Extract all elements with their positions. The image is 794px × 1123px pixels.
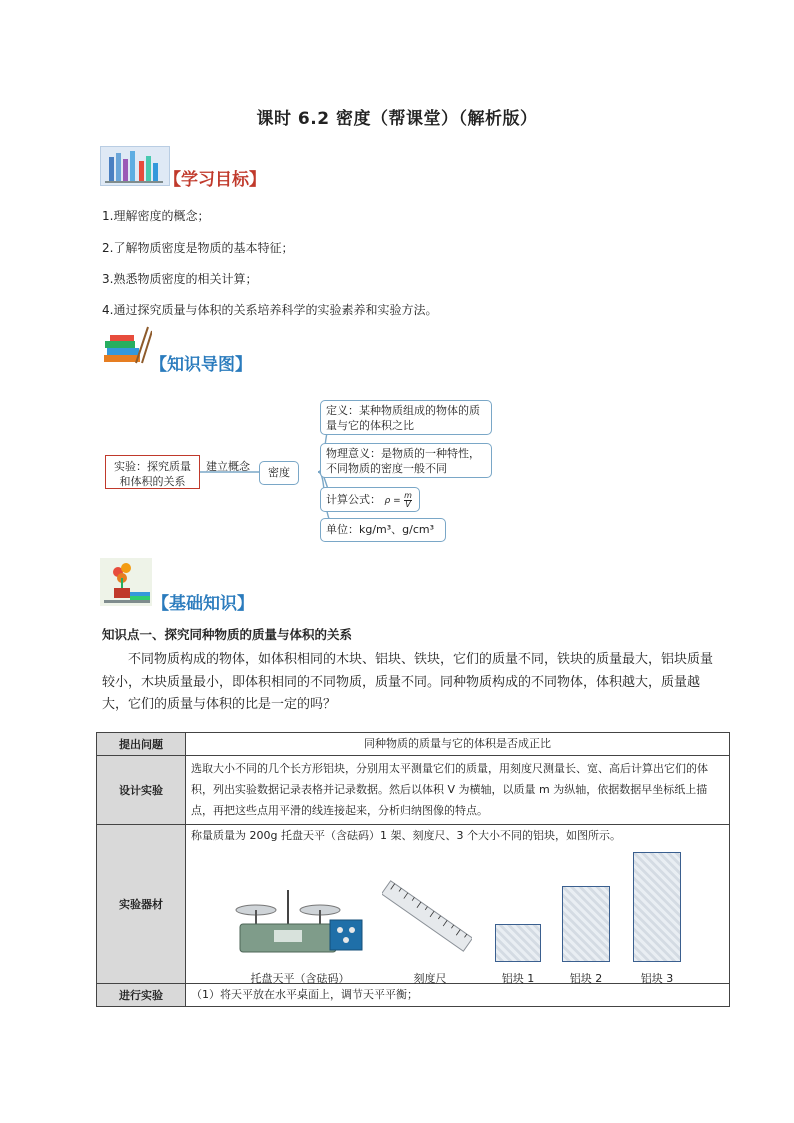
caption-block-3: 铝块 3 xyxy=(640,972,674,985)
row-label: 进行实验 xyxy=(97,984,186,1007)
aluminum-block-1 xyxy=(495,924,541,962)
mindmap-root-node: 实验：探究质量和体积的关系 xyxy=(105,455,200,489)
mindmap-branch-formula xyxy=(320,487,420,512)
table-row xyxy=(97,733,730,756)
formula-label: 计算公式： xyxy=(326,493,381,506)
table-row xyxy=(97,984,730,1007)
balance-scale-illustration xyxy=(234,880,364,960)
flower-pot-icon xyxy=(100,558,152,606)
knowledge-point-title: 知识点一、探究同种物质的质量与体积的关系 xyxy=(102,627,353,642)
section-heading-basics: 【基础知识】 xyxy=(152,594,254,614)
row-label: 设计实验 xyxy=(97,756,186,825)
mindmap-branch-meaning: 物理意义：是物质的一种特性，不同物质的密度一般不同 xyxy=(320,443,492,478)
page-title: 课时 6.2 密度（帮课堂）（解析版） xyxy=(256,109,538,129)
caption-ruler: 刻度尺 xyxy=(413,972,447,985)
row-content: 同种物质的质量与它的体积是否成正比 xyxy=(186,733,730,756)
objective-item: 2.了解物质密度是物质的基本特征； xyxy=(102,241,294,255)
table-row xyxy=(97,756,730,825)
caption-block-2: 铝块 2 xyxy=(569,972,603,985)
ladder-books-icon xyxy=(102,325,152,365)
aluminum-block-3 xyxy=(633,852,681,962)
aluminum-block-2 xyxy=(562,886,610,962)
intro-paragraph: 不同物质构成的物体，如体积相同的木块、铝块、铁块，它们的质量不同，铁块的质量最大，铝块质量较小，木块质量最小，即体积相同的不同物质，质量不同。同种物质构成的不同物体，体积越大，质量越大，它们的质量与体积的比是一定的吗？ xyxy=(102,652,714,712)
books-icon xyxy=(100,146,170,186)
formula-denominator: V xyxy=(405,499,411,509)
formula-fraction xyxy=(404,492,412,509)
formula-rho: ρ = xyxy=(384,496,401,506)
objective-item: 1.理解密度的概念； xyxy=(102,209,210,223)
mindmap-edge-label: 建立概念 xyxy=(206,460,250,473)
caption-block-1: 铝块 1 xyxy=(501,972,535,985)
objective-item: 4.通过探究质量与体积的关系培养科学的实验素养和实验方法。 xyxy=(102,303,438,317)
mindmap-branch-definition: 定义：某种物质组成的物体的质量与它的体积之比 xyxy=(320,400,492,435)
equipment-text: 称量质量为 200g 托盘天平（含砝码）1 架、刻度尺、3 个大小不同的铝块，如图所示。 xyxy=(191,829,621,842)
row-content: 选取大小不同的几个长方形铝块，分别用太平测量它们的质量，用刻度尺测量长、宽、高后计算出它们的体积，列出实验数据记录表格并记录数据。然后以体积 V 为横轴，以质量 m 为纵轴，依据数据早坐标纸上描点，再把这些点用平滑的线连接起来，分析归纳图像的特点。 xyxy=(186,756,730,825)
formula-numerator: m xyxy=(404,490,412,500)
ruler-illustration xyxy=(382,880,472,952)
row-label: 提出问题 xyxy=(97,733,186,756)
row-label: 实验器材 xyxy=(97,825,186,984)
section-heading-objectives: 【学习目标】 xyxy=(164,170,266,190)
row-content: （1）将天平放在水平桌面上，调节天平平衡； xyxy=(186,984,730,1007)
caption-balance: 托盘天平（含砝码） xyxy=(250,972,350,985)
objective-item: 3.熟悉物质密度的相关计算； xyxy=(102,272,258,286)
section-heading-mindmap: 【知识导图】 xyxy=(150,355,252,375)
mindmap-branch-unit: 单位：kg/m³、g/cm³ xyxy=(320,518,446,542)
mindmap-center-node: 密度 xyxy=(259,461,299,485)
